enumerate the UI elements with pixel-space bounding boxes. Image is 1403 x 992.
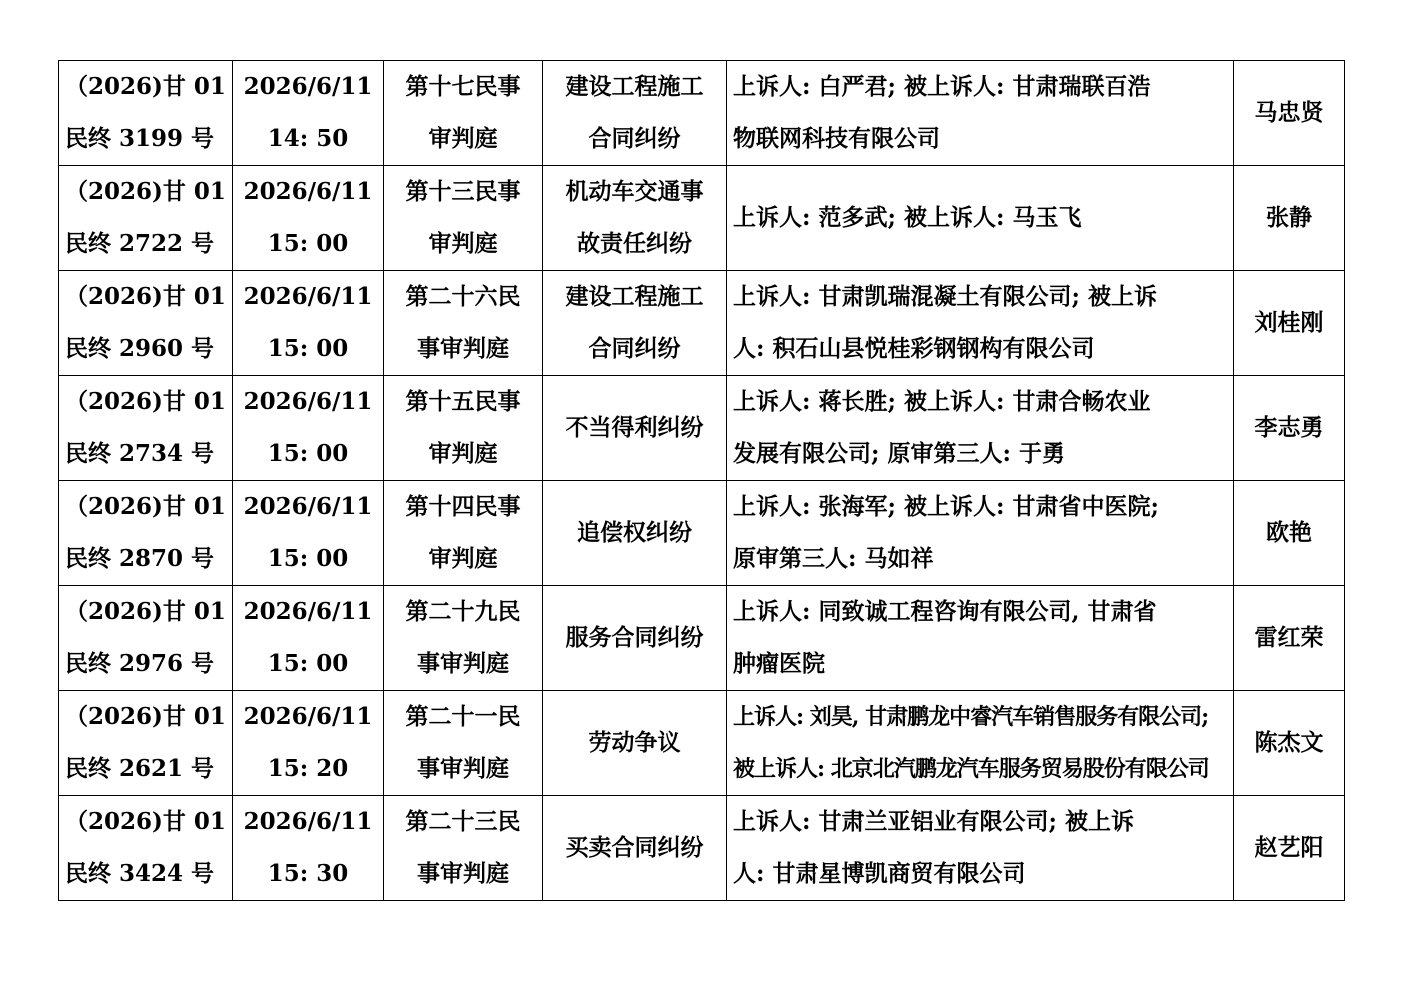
case-number-line: 民终 3199 号 xyxy=(65,125,215,152)
courtroom-cell xyxy=(384,166,543,271)
case-number-line: 民终 3424 号 xyxy=(65,860,215,887)
case-cause-line: 建设工程施工 xyxy=(565,73,704,100)
courtroom-cell xyxy=(384,691,543,796)
courtroom-line: 第二十九民 xyxy=(405,598,521,625)
case-cause-cell xyxy=(543,271,727,376)
parties-line: 上诉人: 刘昊, 甘肃鹏龙中睿汽车销售服务有限公司; xyxy=(733,704,1209,730)
parties-cell xyxy=(727,271,1234,376)
parties-cell xyxy=(727,481,1234,586)
courtroom-line: 第十七民事 xyxy=(405,73,521,100)
hearing-time-line: 15: 00 xyxy=(267,230,349,257)
case-number-cell xyxy=(59,376,233,481)
courtroom-line: 审判庭 xyxy=(428,125,498,152)
courtroom-line: 第十四民事 xyxy=(405,493,521,520)
judge-cell xyxy=(1234,481,1345,586)
parties-line: 上诉人: 范多武; 被上诉人: 马玉飞 xyxy=(733,204,1082,231)
parties-line: 上诉人: 白严君; 被上诉人: 甘肃瑞联百浩 xyxy=(733,73,1151,100)
courtroom-line: 审判庭 xyxy=(428,545,498,572)
judge-text: 欧艳 xyxy=(1266,519,1312,546)
case-number-line: 民终 2870 号 xyxy=(65,545,215,572)
case-number-line: （2026)甘 01 xyxy=(65,703,226,730)
table-row xyxy=(59,586,1345,691)
parties-line: 上诉人: 蒋长胜; 被上诉人: 甘肃合畅农业 xyxy=(733,388,1151,415)
case-cause-cell xyxy=(543,166,727,271)
courtroom-cell xyxy=(384,271,543,376)
parties-line: 上诉人: 张海军; 被上诉人: 甘肃省中医院; xyxy=(733,493,1159,520)
parties-cell xyxy=(727,61,1234,166)
judge-cell xyxy=(1234,376,1345,481)
case-number-line: 民终 2734 号 xyxy=(65,440,215,467)
courtroom-line: 审判庭 xyxy=(428,440,498,467)
parties-line: 原审第三人: 马如祥 xyxy=(733,545,934,572)
courtroom-line: 事审判庭 xyxy=(417,335,509,362)
case-number-line: （2026)甘 01 xyxy=(65,808,226,835)
parties-line: 人: 甘肃星博凯商贸有限公司 xyxy=(733,860,1026,887)
case-number-line: 民终 2621 号 xyxy=(65,755,215,782)
courtroom-line: 第十五民事 xyxy=(405,388,521,415)
courtroom-cell xyxy=(384,61,543,166)
judge-text: 李志勇 xyxy=(1254,414,1324,441)
table-row xyxy=(59,271,1345,376)
case-number-cell xyxy=(59,691,233,796)
case-cause-line: 合同纠纷 xyxy=(588,335,681,362)
judge-text: 赵艺阳 xyxy=(1254,834,1324,861)
judge-cell xyxy=(1234,166,1345,271)
hearing-time-cell xyxy=(233,586,384,691)
parties-cell xyxy=(727,376,1234,481)
case-cause-line: 追偿权纠纷 xyxy=(577,519,692,546)
parties-line: 肿瘤医院 xyxy=(733,650,825,677)
courtroom-cell xyxy=(384,586,543,691)
parties-line: 上诉人: 甘肃凯瑞混凝土有限公司; 被上诉 xyxy=(733,283,1157,310)
case-number-line: （2026)甘 01 xyxy=(65,493,226,520)
case-number-line: （2026)甘 01 xyxy=(65,283,226,310)
hearing-time-line: 2026/6/11 xyxy=(243,493,373,520)
case-number-line: （2026)甘 01 xyxy=(65,178,226,205)
hearing-time-line: 2026/6/11 xyxy=(243,703,373,730)
hearing-time-line: 15: 00 xyxy=(267,545,349,572)
table-row xyxy=(59,691,1345,796)
case-cause-line: 建设工程施工 xyxy=(565,283,704,310)
case-number-cell xyxy=(59,796,233,901)
judge-text: 马忠贤 xyxy=(1254,99,1324,126)
hearing-time-line: 15: 00 xyxy=(267,650,349,677)
case-cause-line: 买卖合同纠纷 xyxy=(565,834,704,861)
case-cause-line: 不当得利纠纷 xyxy=(565,414,704,441)
case-cause-cell xyxy=(543,586,727,691)
hearing-time-cell xyxy=(233,61,384,166)
table-row xyxy=(59,61,1345,166)
hearing-time-line: 15: 30 xyxy=(267,860,349,887)
hearing-schedule-table xyxy=(58,60,1345,901)
courtroom-line: 事审判庭 xyxy=(417,860,509,887)
courtroom-line: 第十三民事 xyxy=(405,178,521,205)
case-number-line: 民终 2976 号 xyxy=(65,650,215,677)
judge-cell xyxy=(1234,271,1345,376)
judge-text: 刘桂刚 xyxy=(1254,309,1324,336)
parties-line: 物联网科技有限公司 xyxy=(733,125,940,152)
hearing-time-cell xyxy=(233,796,384,901)
hearing-time-cell xyxy=(233,376,384,481)
table-row xyxy=(59,796,1345,901)
case-number-cell xyxy=(59,481,233,586)
hearing-time-line: 2026/6/11 xyxy=(243,388,373,415)
hearing-time-cell xyxy=(233,271,384,376)
courtroom-cell xyxy=(384,481,543,586)
courtroom-cell xyxy=(384,796,543,901)
case-cause-cell xyxy=(543,796,727,901)
hearing-time-line: 15: 00 xyxy=(267,335,349,362)
courtroom-line: 事审判庭 xyxy=(417,755,509,782)
hearing-time-cell xyxy=(233,481,384,586)
hearing-time-line: 15: 20 xyxy=(267,755,349,782)
case-number-line: （2026)甘 01 xyxy=(65,73,226,100)
case-cause-line: 合同纠纷 xyxy=(588,125,681,152)
case-number-cell xyxy=(59,271,233,376)
hearing-time-line: 2026/6/11 xyxy=(243,283,373,310)
case-number-cell xyxy=(59,166,233,271)
judge-cell xyxy=(1234,796,1345,901)
judge-text: 陈杰文 xyxy=(1254,729,1324,756)
courtroom-line: 事审判庭 xyxy=(417,650,509,677)
case-cause-cell xyxy=(543,61,727,166)
courtroom-line: 第二十六民 xyxy=(405,283,521,310)
table-row xyxy=(59,376,1345,481)
hearing-time-cell xyxy=(233,691,384,796)
judge-cell xyxy=(1234,61,1345,166)
hearing-time-line: 15: 00 xyxy=(267,440,349,467)
hearing-time-line: 14: 50 xyxy=(267,125,349,152)
hearing-time-line: 2026/6/11 xyxy=(243,178,373,205)
judge-text: 张静 xyxy=(1266,204,1312,231)
case-number-line: （2026)甘 01 xyxy=(65,388,226,415)
parties-cell xyxy=(727,166,1234,271)
parties-cell xyxy=(727,586,1234,691)
courtroom-line: 第二十一民 xyxy=(405,703,521,730)
case-cause-line: 服务合同纠纷 xyxy=(565,624,704,651)
case-number-cell xyxy=(59,61,233,166)
judge-cell xyxy=(1234,691,1345,796)
hearing-time-cell xyxy=(233,166,384,271)
parties-cell xyxy=(727,691,1234,796)
case-number-line: 民终 2722 号 xyxy=(65,230,215,257)
case-cause-line: 故责任纠纷 xyxy=(577,230,692,257)
hearing-time-line: 2026/6/11 xyxy=(243,808,373,835)
parties-line: 人: 积石山县悦桂彩钢钢构有限公司 xyxy=(733,335,1095,362)
judge-cell xyxy=(1234,586,1345,691)
hearing-time-line: 2026/6/11 xyxy=(243,598,373,625)
hearing-time-line: 2026/6/11 xyxy=(243,73,373,100)
case-cause-cell xyxy=(543,481,727,586)
case-number-cell xyxy=(59,586,233,691)
table-row xyxy=(59,166,1345,271)
case-cause-cell xyxy=(543,376,727,481)
parties-cell xyxy=(727,796,1234,901)
parties-line: 上诉人: 甘肃兰亚铝业有限公司; 被上诉 xyxy=(733,808,1134,835)
judge-text: 雷红荣 xyxy=(1254,624,1324,651)
case-cause-line: 劳动争议 xyxy=(588,729,681,756)
case-number-line: 民终 2960 号 xyxy=(65,335,215,362)
case-cause-line: 机动车交通事 xyxy=(565,178,704,205)
courtroom-line: 审判庭 xyxy=(428,230,498,257)
parties-line: 上诉人: 同致诚工程咨询有限公司, 甘肃省 xyxy=(733,598,1157,625)
parties-line: 被上诉人: 北京北汽鹏龙汽车服务贸易股份有限公司 xyxy=(733,756,1209,782)
table-row xyxy=(59,481,1345,586)
case-number-line: （2026)甘 01 xyxy=(65,598,226,625)
parties-line: 发展有限公司; 原审第三人: 于勇 xyxy=(733,440,1065,467)
table-body xyxy=(59,61,1345,901)
courtroom-line: 第二十三民 xyxy=(405,808,521,835)
courtroom-cell xyxy=(384,376,543,481)
case-cause-cell xyxy=(543,691,727,796)
